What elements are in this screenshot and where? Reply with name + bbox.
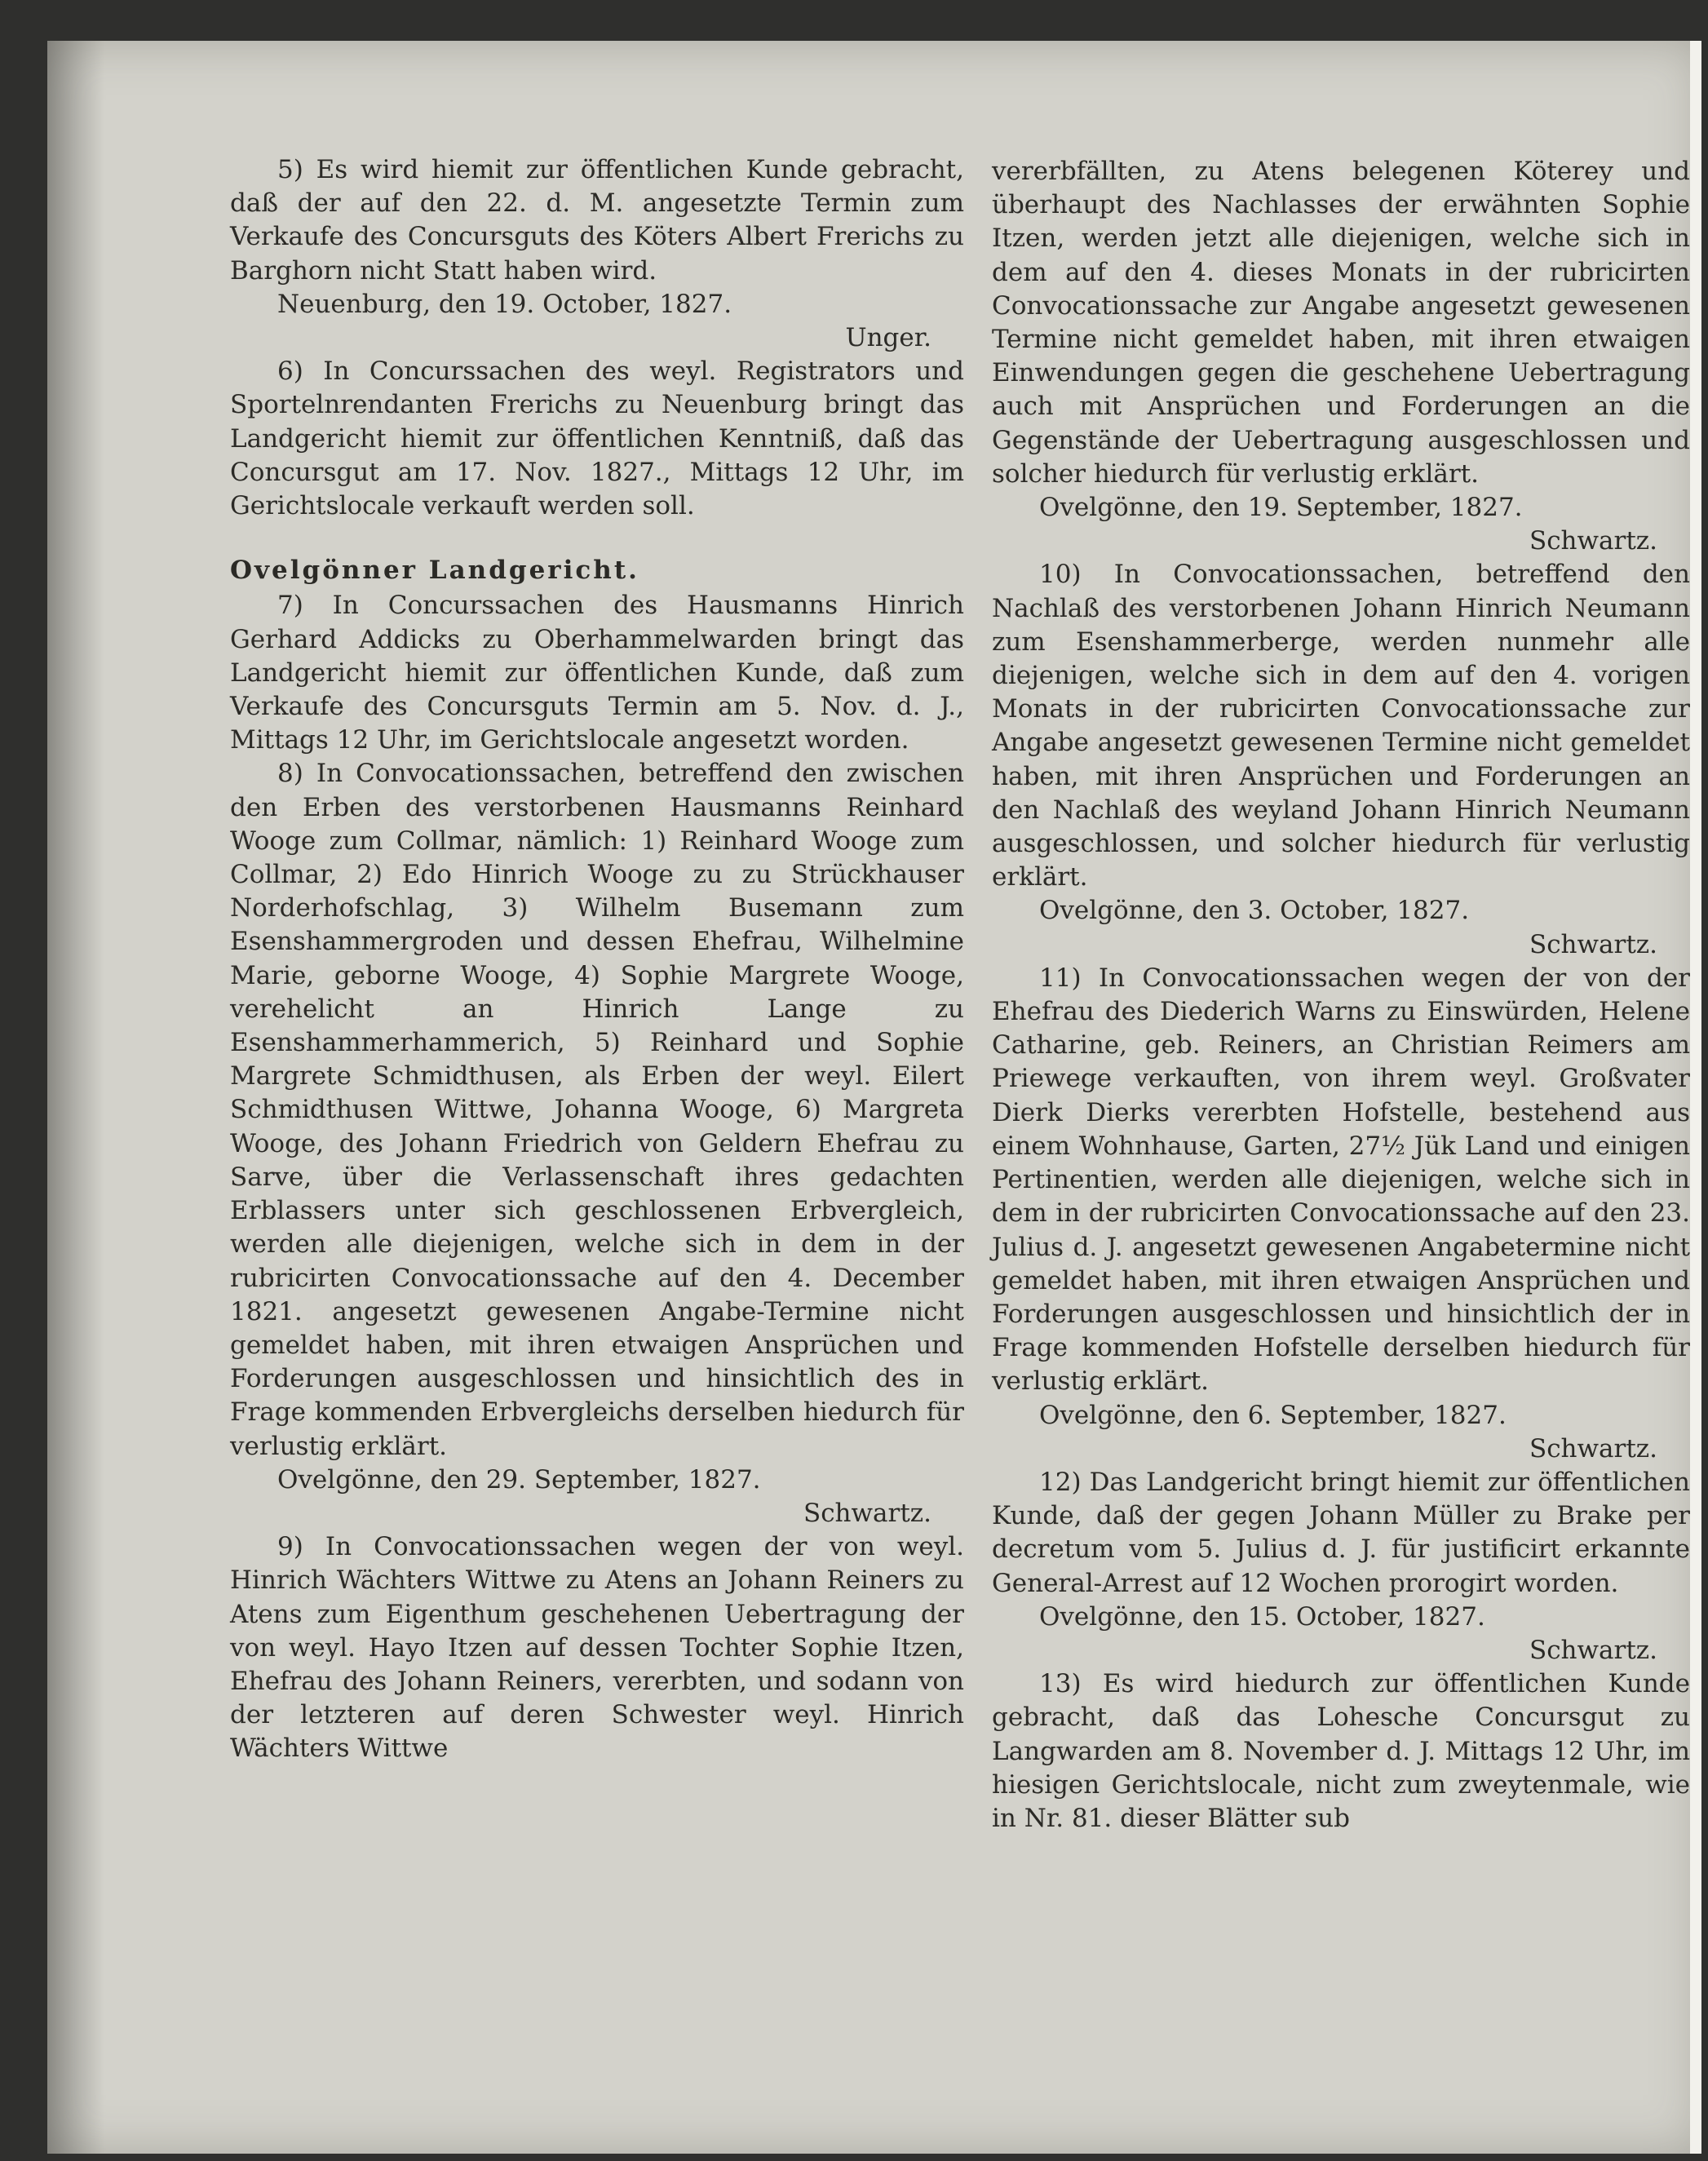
notice-11-place-date: Ovelgönne, den 6. September, 1827. <box>1039 1400 1507 1430</box>
page-edge <box>1690 41 1701 2154</box>
notice-12-signature: Schwartz. <box>1529 1635 1657 1665</box>
notice-10: 10) In Convocationssachen, betreffend den Nachlaß des verstorbenen Johann Hinrich Neumann zum Esenshammerberge, werden nunmehr alle diejenigen, welche sich in dem auf den 4. vorigen Monats in der rubricirten Convocationssache zur Angabe angesetzt gewesenen Termine nicht gemeldet haben, mit ihren Ansprüchen und Forderungen an den Nachlaß des weyland Johann Hinrich Neumann ausgeschlossen, und solcher hiedurch für verlustig erklärt. <box>992 560 1690 892</box>
notice-5-place-date: Neuenburg, den 19. October, 1827. <box>277 289 732 319</box>
notice-10-place-date: Ovelgönne, den 3. October, 1827. <box>1039 896 1470 926</box>
notice-9-signature: Schwartz. <box>1529 526 1657 556</box>
notice-12: 12) Das Landgericht bringt hiemit zur öffentlichen Kunde, daß der gegen Johann Müller zu Brake per decretum vom 5. Julius d. J. für justificirt erkannte General-Arrest auf 12 Wochen prorogirt worden. <box>992 1467 1690 1598</box>
notice-5-signature: Unger. <box>845 323 931 353</box>
notice-6: 6) In Concurssachen des weyl. Registrators und Sportelnrendanten Frerichs zu Neuenburg bringt das Landgericht hiemit zur öffentlichen Kenntniß, daß das Concursgut am 17. Nov. 1827., Mittags 12 Uhr, im Gerichtslocale verkauft werden soll. <box>230 356 964 521</box>
notice-11: 11) In Convocationssachen wegen der von der Ehefrau des Diederich Warns zu Einswürden, Helene Catharine, geb. Reiners, an Christian Reimers am Priewege verkauften, von ihrem weyl. Großvater Dierk Dierks vererbten Hofstelle, bestehend aus einem Wohnhause, Garten, 27½ Jük Land und einigen Pertinentien, werden alle diejenigen, welche sich in dem in der rubricirten Convocationssache auf den 23. Julius d. J. angesetzt gewesenen Angabetermine nicht gemeldet haben, mit ihren etwaigen Ansprüchen und Forderungen ausgeschlossen und hinsichtlich der in Frage kommenden Hofstelle derselben hiedurch für verlustig erklärt. <box>992 963 1690 1397</box>
notice-8: 8) In Convocationssachen, betreffend den zwischen den Erben des verstorbenen Hausmanns Reinhard Wooge zum Collmar, nämlich: 1) Reinhard Wooge zum Collmar, 2) Edo Hinrich Wooge zu zu Strückhauser Norderhofschlag, 3) Wilhelm Busemann zum Esenshammergroden und dessen Ehefrau, Wilhelmine Marie, geborne Wooge, 4) Sophie Margrete Wooge, verehelicht an Hinrich Lange zu Esenshammerhammerich, 5) Reinhard und Sophie Margrete Schmidthusen, als Erben der weyl. Eilert Schmidthusen Wittwe, Johanna Wooge, 6) Margreta Wooge, des Johann Friedrich von Geldern Ehefrau zu Sarve, über die Verlassenschaft ihres gedachten Erblassers unter sich geschlossenen Erbvergleich, werden alle diejenigen, welche sich in dem in der rubricirten Convocationssache auf den 4. December 1821. angesetzt gewesenen Angabe-Termine nicht gemeldet haben, mit ihren etwaigen Ansprüchen und Forderungen ausgeschlossen und hinsichtlich des in Frage kommenden Erbvergleichs derselben hiedurch für verlustig erklärt. <box>230 759 964 1461</box>
left-column <box>230 153 964 1766</box>
notice-10-signature: Schwartz. <box>1529 929 1657 959</box>
notice-13: 13) Es wird hiedurch zur öffentlichen Kunde gebracht, daß das Lohesche Concursgut zu Langwarden am 8. November d. J. Mittags 12 Uhr, im hiesigen Gerichtslocale, nicht zum zweytenmale, wie in Nr. 81. dieser Blätter sub <box>992 1669 1690 1833</box>
notice-9: 9) In Convocationssachen wegen der von weyl. Hinrich Wächters Wittwe zu Atens an Johann Reiners zu Atens zum Eigenthum geschehenen Uebertragung der von weyl. Hayo Itzen auf dessen Tochter Sophie Itzen, Ehefrau des Johann Reiners, vererbten, und sodann von der letzteren auf deren Schwester weyl. Hinrich Wächters Wittwe <box>230 1532 964 1764</box>
notice-9-continued: vererbfällten, zu Atens belegenen Köterey und überhaupt des Nachlasses der erwähnten Sophie Itzen, werden jetzt alle diejenigen, welche sich in dem auf den 4. dieses Monats in der rubricirten Convocationssache zur Angabe angesetzt gewesenen Termine nicht gemeldet haben, mit ihren etwaigen Einwendungen gegen die geschehene Uebertragung auch mit Ansprüchen und Forderungen an die Gegenstände der Uebertragung ausgeschlossen und solcher hiedurch für verlustig erklärt. <box>992 157 1690 489</box>
notice-7: 7) In Concurssachen des Hausmanns Hinrich Gerhard Addicks zu Oberhammelwarden bringt das Landgericht hiemit zur öffentlichen Kunde, daß zum Verkaufe des Concursguts Termin am 5. Nov. d. J., Mittags 12 Uhr, im Gerichtslocale angesetzt worden. <box>230 591 964 755</box>
section-heading: Ovelgönner Landgericht. <box>230 556 639 586</box>
page-gutter-shadow <box>47 41 104 2154</box>
right-column <box>992 155 1690 1836</box>
notice-8-signature: Schwartz. <box>803 1498 931 1528</box>
notice-12-place-date: Ovelgönne, den 15. October, 1827. <box>1039 1601 1485 1632</box>
notice-8-place-date: Ovelgönne, den 29. September, 1827. <box>277 1464 761 1495</box>
notice-11-signature: Schwartz. <box>1529 1433 1657 1464</box>
notice-5: 5) Es wird hiemit zur öffentlichen Kunde gebracht, daß der auf den 22. d. M. angesetzte Termin zum Verkaufe des Concursguts des Köters Albert Frerichs zu Barghorn nicht Statt haben wird. <box>230 155 964 286</box>
notice-9-place-date: Ovelgönne, den 19. September, 1827. <box>1039 493 1523 523</box>
